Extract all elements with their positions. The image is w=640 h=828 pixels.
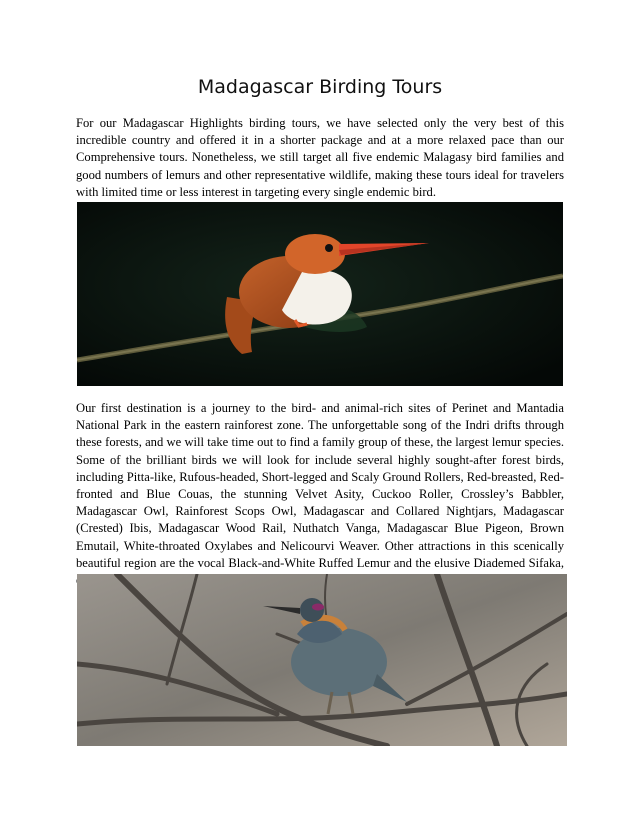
destination-paragraph: Our first destination is a journey to the bird- and animal-rich sites of Perinet and Mantadia National Park in the eastern rainforest zone. The unforgettable song of the Indri drifts through these forests, and we will take time out to find a family group of these, the largest lemur species. Some of the brilliant birds we will look for include several highly sought-after forest birds, including Pitta-like, Rufous-headed, Short-legged and Scaly Ground Rollers, Red-breasted, Red-fronted and Blue Couas, the stunning Velvet Asity, Cuckoo Roller, Crossley’s Babbler, Madagascar Owl, Rainforest Scops Owl, Madagascar and Collared Nightjars, Madagascar (Crested) Ibis, Madagascar Wood Rail, Nuthatch Vanga, Madagascar Blue Pigeon, Brown Emutail, White-throated Oxylabes and Nelicourvi Weaver. Other attractions in this scenically beautiful region are the vocal Black-and-White Ruffed Lemur and the elusive Diademed Sifaka,: [76, 401, 564, 570]
ground-roller-photo: [77, 574, 567, 746]
page-title: Madagascar Birding Tours: [197, 76, 443, 98]
kingfisher-photo: [77, 202, 563, 386]
intro-paragraph: For our Madagascar Highlights birding tours, we have selected only the very best of this incredible country and offered it in a shorter package and at a more relaxed pace than our Comprehensive tours. Nonetheless, we still target all five endemic Malagasy bird families and good numbers of lemurs and other representative wildlife, making these tours ideal for travelers with limited time or less interest in targeting every single endemic bird.: [76, 116, 564, 199]
